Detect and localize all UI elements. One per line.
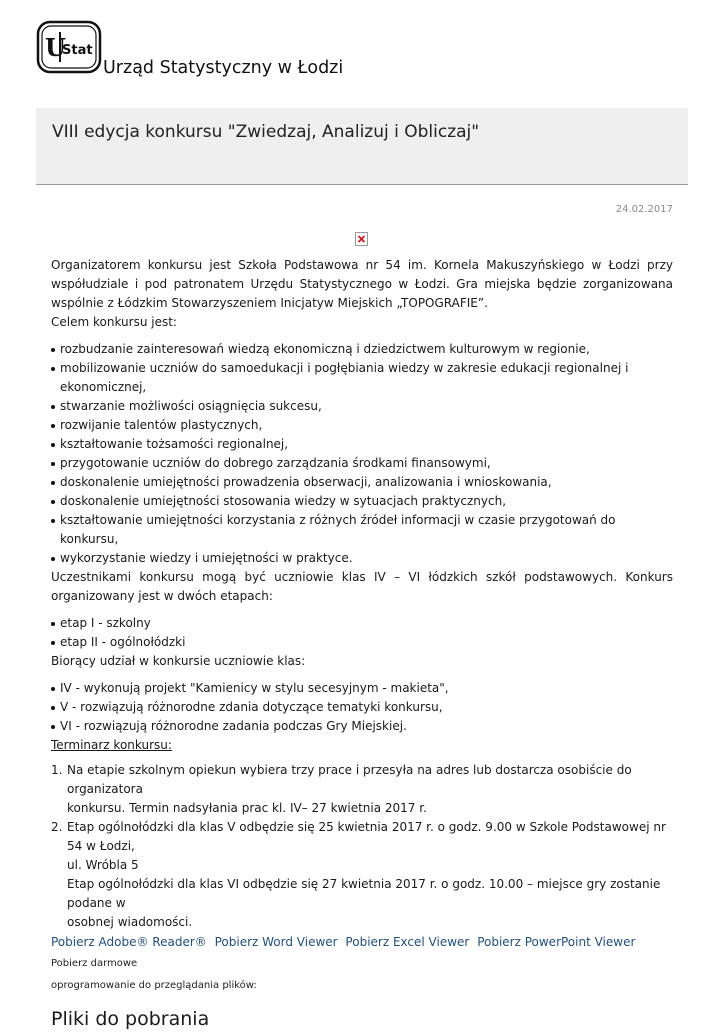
- schedule-list: [51, 761, 673, 932]
- free-software-note: Pobierz darmowe: [51, 958, 138, 969]
- list-item: kształtowanie umiejętności korzystania z różnych źródeł informacji w czasie przygotowań do konkursu,: [51, 511, 673, 549]
- schedule-item: [51, 761, 673, 818]
- publication-date: 24.02.2017: [615, 204, 673, 215]
- schedule-line: osobnej wiadomości.: [67, 915, 193, 929]
- schedule-line: ul. Wróbla 5: [67, 858, 139, 872]
- list-item: przygotowanie uczniów do dobrego zarządzania środkami finansowymi,: [51, 454, 673, 473]
- list-item: doskonalenie umiejętności stosowania wiedzy w sytuacjach praktycznych,: [51, 492, 673, 511]
- svg-text:Stat: Stat: [62, 43, 93, 58]
- intro-paragraph: Organizatorem konkursu jest Szkoła Podstawowa nr 54 im. Kornela Makuszyńskiego w Łodzi przy współudziale i pod patronatem Urzędu Statystycznego w Łodzi. Gra miejska będzie zorganizowana wspólnie z Łódzkim Stowarzyszeniem Inicjatyw Miejskich „TOPOGRAFIE”.: [51, 258, 673, 310]
- article-title-box: [36, 108, 688, 185]
- word-viewer-link[interactable]: Pobierz Word Viewer: [214, 935, 338, 949]
- downloads-section-title: Pliki do pobrania: [51, 1008, 210, 1030]
- classes-list: [51, 679, 673, 736]
- list-item: rozwijanie talentów plastycznych,: [51, 416, 673, 435]
- schedule-item-number: 1.: [51, 763, 63, 777]
- list-item: etap I - szkolny: [51, 614, 673, 633]
- site-title[interactable]: Urząd Statystyczny w Łodzi: [103, 58, 344, 78]
- adobe-reader-link[interactable]: Pobierz Adobe® Reader®: [51, 935, 207, 949]
- list-item: wykorzystanie wiedzy i umiejętności w praktyce.: [51, 549, 673, 568]
- list-item: IV - wykonują projekt "Kamienicy w stylu secesyjnym - makieta",: [51, 679, 673, 698]
- schedule-heading: Terminarz konkursu:: [51, 738, 172, 752]
- list-item: V - rozwiązują różnorodne zdania dotyczące tematyki konkursu,: [51, 698, 673, 717]
- list-item: doskonalenie umiejętności prowadzenia obserwacji, analizowania i wnioskowania,: [51, 473, 673, 492]
- svg-text:U: U: [45, 33, 66, 62]
- site-header: [36, 20, 696, 78]
- list-item: stwarzanie możliwości osiągnięcia sukcesu,: [51, 397, 673, 416]
- list-item: etap II - ogólnołódzki: [51, 633, 673, 652]
- list-item: rozbudzanie zainteresowań wiedzą ekonomiczną i dziedzictwem kulturowym w regionie,: [51, 340, 673, 359]
- powerpoint-viewer-link[interactable]: Pobierz PowerPoint Viewer: [477, 935, 636, 949]
- article-content: [51, 256, 673, 1032]
- viewer-links: [51, 932, 673, 996]
- goals-list: [51, 340, 673, 568]
- stages-list: [51, 614, 673, 652]
- participants-paragraph: Uczestnikami konkursu mogą być uczniowie klas IV – VI łódzkich szkół podstawowych. Konkurs organizowany jest w dwóch etapach:: [51, 570, 673, 603]
- schedule-line: Na etapie szkolnym opiekun wybiera trzy prace i przesyła na adres lub dostarcza osobiście do organizatora: [67, 763, 632, 796]
- excel-viewer-link[interactable]: Pobierz Excel Viewer: [345, 935, 470, 949]
- schedule-line: Etap ogólnołódzki dla klas VI odbędzie się 27 kwietnia 2017 r. o godz. 10.00 – miejsce gry zostanie podane w: [67, 877, 661, 910]
- schedule-line: Etap ogólnołódzki dla klas V odbędzie się 25 kwietnia 2017 r. o godz. 9.00 w Szkole Podstawowej nr 54 w Łodzi,: [67, 820, 666, 853]
- list-item: kształtowanie tożsamości regionalnej,: [51, 435, 673, 454]
- list-item: VI - rozwiązują różnorodne zadania podczas Gry Miejskiej.: [51, 717, 673, 736]
- schedule-item-number: 2.: [51, 820, 63, 834]
- ustat-logo[interactable]: [36, 20, 102, 74]
- classes-heading: Biorący udział w konkursie uczniowie klas:: [51, 654, 306, 668]
- page-title: VIII edycja konkursu "Zwiedzaj, Analizuj i Obliczaj": [52, 122, 480, 142]
- schedule-line: konkursu. Termin nadsyłania prac kl. IV– 27 kwietnia 2017 r.: [67, 801, 427, 815]
- broken-image-icon: [355, 232, 368, 246]
- schedule-item: [51, 818, 673, 932]
- list-item: mobilizowanie uczniów do samoedukacji i pogłębiania wiedzy w zakresie edukacji regionalnej i ekonomicznej,: [51, 359, 673, 397]
- free-software-note-cont: oprogramowanie do przeglądania plików:: [51, 980, 257, 991]
- goals-heading: Celem konkursu jest:: [51, 315, 177, 329]
